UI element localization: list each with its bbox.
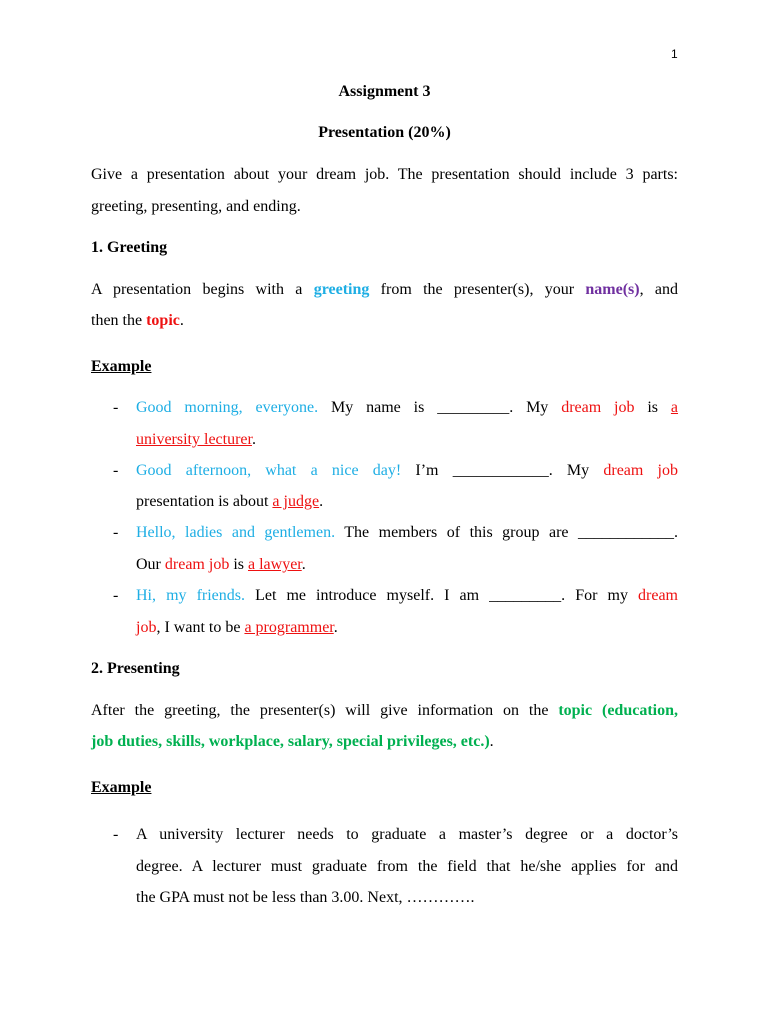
- greeting-paragraph-line-2: then the topic.: [91, 312, 184, 329]
- topic-list: job duties, skills, workplace, salary, special privileges, etc.): [91, 733, 490, 750]
- dream-job-phrase: dream job: [561, 399, 635, 416]
- section-1-heading: 1. Greeting: [91, 239, 168, 256]
- intro-line-1: Give a presentation about your dream job. The presentation should include 3 parts:: [91, 166, 678, 183]
- list-bullet: -: [113, 399, 119, 416]
- dream-job-phrase: dream job: [603, 462, 679, 479]
- list-item: Hello, ladies and gentlemen. The members of this group are ____________.: [136, 524, 678, 541]
- list-item-continuation: the GPA must not be less than 3.00. Next, ………….: [136, 889, 475, 906]
- presenting-paragraph-line-2: job duties, skills, workplace, salary, special privileges, etc.).: [91, 733, 494, 750]
- job-example: a programmer: [244, 619, 334, 636]
- greeting-paragraph-line-1: A presentation begins with a greeting from the presenter(s), your name(s), and: [91, 281, 678, 298]
- blank-line: _________: [437, 399, 510, 416]
- greeting-phrase: Good afternoon, what a nice day!: [136, 462, 402, 479]
- intro-line-2: greeting, presenting, and ending.: [91, 198, 301, 215]
- list-bullet: -: [113, 462, 119, 479]
- job-example: university lecturer: [136, 431, 252, 448]
- blank-line: ____________: [452, 462, 549, 479]
- list-item: A university lecturer needs to graduate a master’s degree or a doctor’s: [136, 826, 678, 843]
- names-keyword: name(s): [585, 281, 640, 298]
- list-bullet: -: [113, 587, 119, 604]
- list-item: Good afternoon, what a nice day! I’m ____________. My dream job: [136, 462, 679, 479]
- list-item: Good morning, everyone. My name is _________. My dream job is a: [136, 399, 679, 416]
- topic-list: topic (education,: [558, 702, 679, 719]
- blank-line: ____________: [578, 524, 674, 541]
- list-item-continuation: Our dream job is a lawyer.: [136, 556, 306, 573]
- assignment-title: Assignment 3: [338, 83, 431, 100]
- list-item-continuation: job, I want to be a programmer.: [136, 619, 338, 636]
- list-item-continuation: degree. A lecturer must graduate from the field that he/she applies for and: [136, 858, 678, 875]
- section-2-heading: 2. Presenting: [91, 660, 180, 677]
- job-example: a: [670, 399, 679, 416]
- greeting-phrase: Good morning, everyone.: [136, 399, 319, 416]
- list-item-continuation: presentation is about a judge.: [136, 493, 324, 510]
- greeting-phrase: Hi, my friends.: [136, 587, 245, 604]
- job-example: a judge: [272, 493, 320, 510]
- dream-job-phrase: job: [136, 619, 157, 636]
- list-item-continuation: university lecturer.: [136, 431, 256, 448]
- example-label: Example: [91, 779, 152, 796]
- list-bullet: -: [113, 826, 119, 843]
- greeting-keyword: greeting: [313, 281, 370, 298]
- presenting-paragraph-line-1: After the greeting, the presenter(s) will give information on the topic (education,: [91, 702, 679, 719]
- page-number: 1: [671, 47, 678, 61]
- assignment-subtitle: Presentation (20%): [318, 124, 451, 141]
- example-label: Example: [91, 358, 152, 375]
- list-bullet: -: [113, 524, 119, 541]
- dream-job-phrase: dream: [638, 587, 678, 604]
- dream-job-phrase: dream job: [164, 556, 230, 573]
- topic-keyword: topic: [146, 312, 180, 329]
- blank-line: _________: [489, 587, 562, 604]
- greeting-phrase: Hello, ladies and gentlemen.: [136, 524, 336, 541]
- list-item: Hi, my friends. Let me introduce myself. I am _________. For my dream: [136, 587, 678, 604]
- job-example: a lawyer: [247, 556, 302, 573]
